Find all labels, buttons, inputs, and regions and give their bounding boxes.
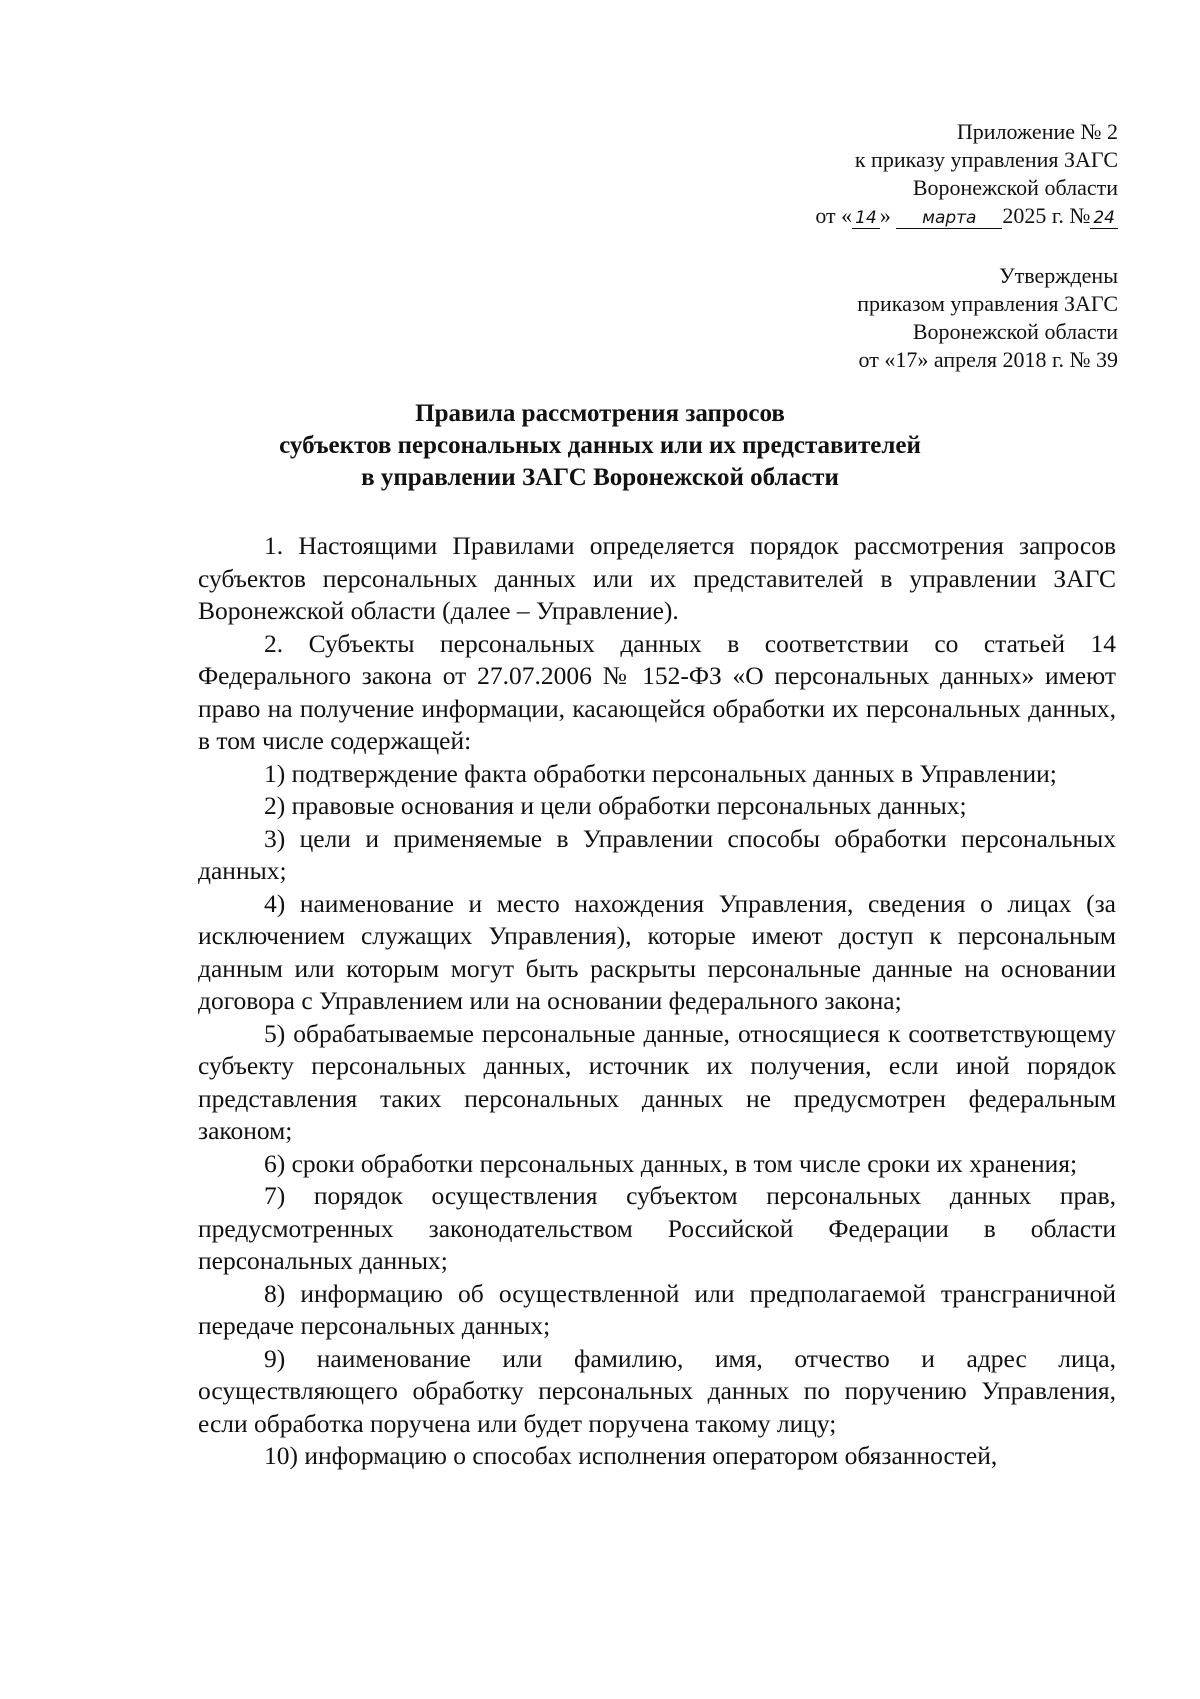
list-item: 10) информацию о способах исполнения оператором обязанностей, [264, 1441, 998, 1470]
paragraph: 2. Субъекты персональных данных в соответствии со статьей 14 Федерального закона от 27.07.2006 № 152-ФЗ «О персональных данных» имеют право на получение информации, касающейся обработки их персональных данных, в том числе содержащей: [198, 628, 1116, 755]
title-line-1: Правила рассмотрения запросов [415, 400, 785, 427]
approval-date-line: от «17» апреля 2018 г. № 39 [858, 347, 1118, 372]
approval-title: Утверждены [999, 263, 1118, 288]
appendix-header [815, 118, 1118, 230]
document-title [180, 398, 1020, 494]
date-year-text: 2025 г. № [1002, 203, 1091, 228]
appendix-region-line: Воронежской области [912, 175, 1118, 200]
list-item: 1) подтверждение факта обработки персональных данных в Управлении; [264, 758, 1057, 788]
list-item: 2) правовые основания и цели обработки персональных данных; [264, 791, 967, 820]
list-item: 8) информацию об осуществленной или предполагаемой трансграничной передаче персональных данных; [198, 1278, 1116, 1340]
list-item: 6) сроки обработки персональных данных, в том числе сроки их хранения; [264, 1148, 1078, 1178]
approval-order-line: приказом управления ЗАГС [857, 291, 1118, 316]
approval-region-line: Воронежской области [912, 319, 1118, 344]
approval-header [857, 262, 1118, 374]
paragraph: 1. Настоящими Правилами определяется порядок рассмотрения запросов субъектов персональных данных или их представителей в управлении ЗАГС Воронежской области (далее – Управление). [198, 531, 1116, 625]
title-line-3: в управлении ЗАГС Воронежской области [361, 464, 839, 491]
list-item: 7) порядок осуществления субъектом персональных данных прав, предусмотренных законодательством Российской Федерации в области персональных данных; [198, 1181, 1116, 1275]
date-prefix: от « [815, 203, 853, 228]
list-item: 9) наименование или фамилию, имя, отчество и адрес лица, осуществляющего обработку персональных данных по поручению Управления, если обработка поручена или будет поручена такому лицу; [198, 1343, 1116, 1438]
appendix-order-line: к приказу управления ЗАГС [854, 147, 1118, 172]
title-line-2: субъектов персональных данных или их представителей [279, 432, 921, 459]
handwritten-day: 14 [852, 208, 880, 229]
document-body [198, 530, 1116, 1473]
appendix-date-line [815, 202, 1118, 230]
appendix-title: Приложение № 2 [956, 119, 1118, 144]
handwritten-month: марта [896, 208, 1002, 229]
list-item: 4) наименование и место нахождения Управления, сведения о лицах (за исключением служащих Управления), которые имеют доступ к персональным данным или которым могут быть раскрыты персональные данные на основании договора с Управлением или на основании федерального закона; [198, 888, 1116, 1015]
list-item: 5) обрабатываемые персональные данные, относящиеся к соответствующему субъекту персональных данных, источник их получения, если иной порядок представления таких персональных данных не предусмотрен федеральным законом; [198, 1018, 1116, 1145]
list-item: 3) цели и применяемые в Управлении способы обработки персональных данных; [198, 823, 1116, 885]
handwritten-number: 24 [1090, 208, 1118, 229]
date-day-close: » [879, 203, 891, 228]
